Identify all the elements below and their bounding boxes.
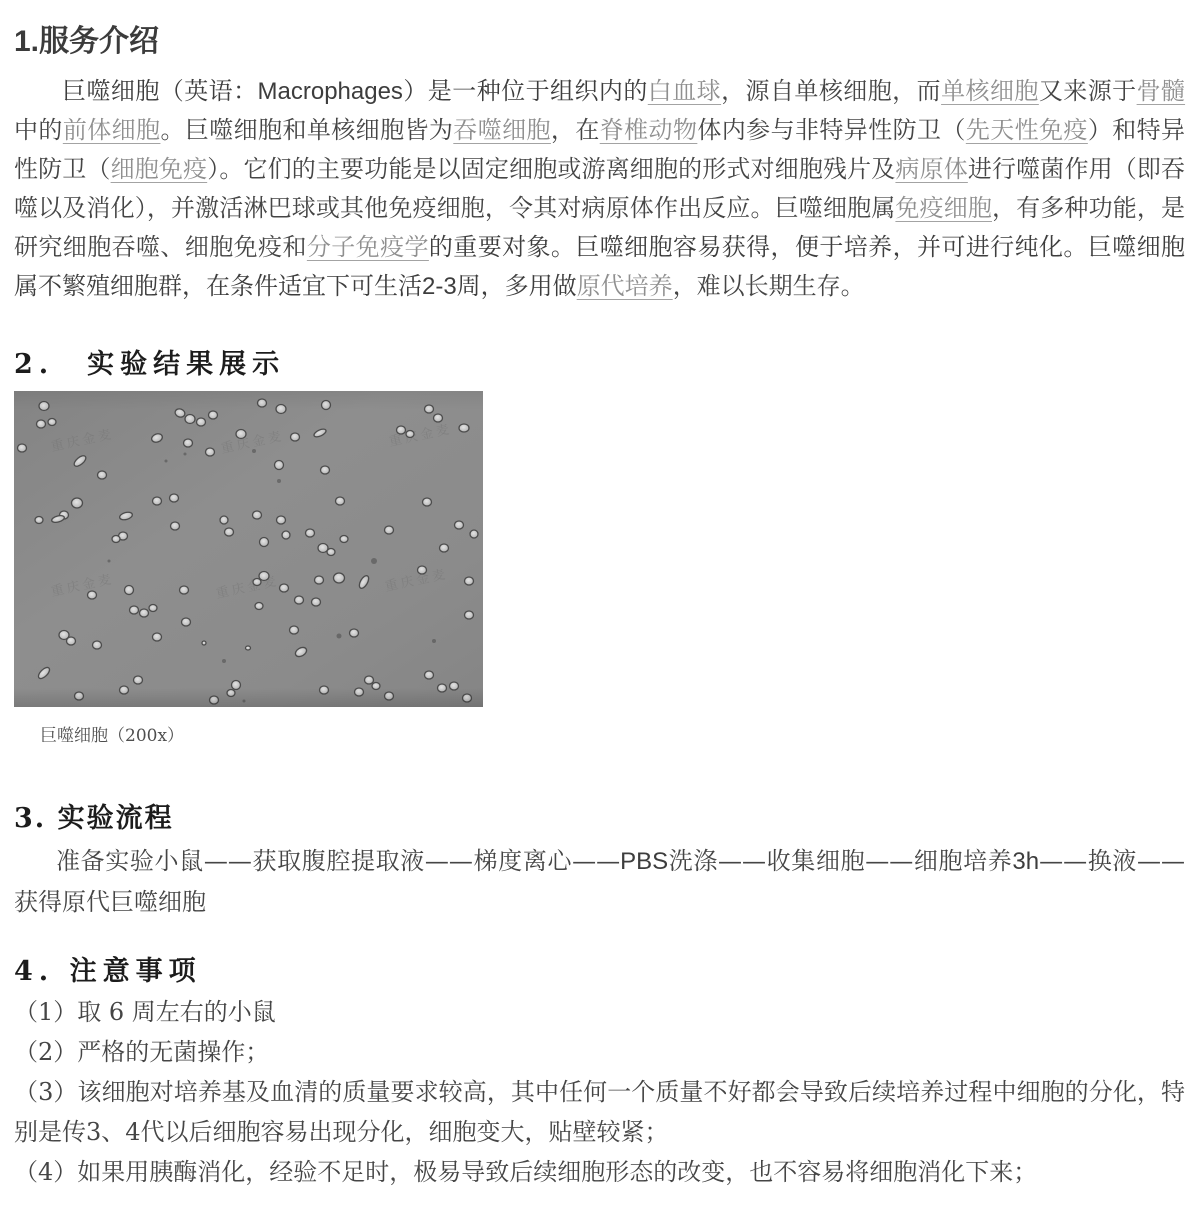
- note-item-1: （1）取 6 周左右的小鼠: [14, 998, 276, 1026]
- text-run: ，源自单核细胞，而: [721, 77, 942, 105]
- section1-heading: 1.服务介绍: [14, 25, 160, 58]
- note-item-2: （2）严格的无菌操作；: [14, 1038, 270, 1066]
- text-run: 3h: [1012, 848, 1040, 875]
- section2-heading: 2. 实验结果展示: [14, 349, 286, 380]
- text-run: 巨噬细胞（英语：Macrophages）是一种位于组织内的: [62, 78, 648, 105]
- notes-list: [14, 992, 1185, 1192]
- note-item-3: （3）该细胞对培养基及血清的质量要求较高，其中任何一个质量不好都会导致后续培养过程中细胞的分化，特别是传3、4代以后细胞容易出现分化，细胞变大，贴壁较紧；: [14, 1078, 1185, 1146]
- term-link[interactable]: 先天性免疫: [965, 116, 1088, 144]
- term-link[interactable]: 细胞免疫: [110, 155, 208, 183]
- section4-heading: 4. 注意事项: [14, 956, 202, 987]
- text-run: 洗涤——收集细胞——细胞培养: [668, 847, 1013, 875]
- text-run: ，难以长期生存。: [672, 272, 865, 300]
- term-link[interactable]: 骨髓: [1136, 77, 1186, 105]
- micrograph-caption: 巨噬细胞（200x）: [40, 726, 185, 746]
- term-link[interactable]: 单核细胞: [941, 77, 1039, 105]
- text-run: ）。它们的主要功能是以固定细胞或游离细胞的形式对细胞残片及: [207, 155, 896, 183]
- text-run: 的重要对象。巨噬细胞容易获得，便于培养，并可进行纯化。巨噬细胞属不繁殖细胞群，在条件适宜下可生活2-3周，多用做: [14, 234, 1186, 300]
- term-link[interactable]: 原代培养: [576, 272, 673, 300]
- text-run: 。巨噬细胞和单核细胞皆为: [160, 116, 454, 144]
- micrograph-svg: [14, 391, 483, 707]
- micrograph-shading: [14, 391, 483, 707]
- text-run: 准备实验小鼠——获取腹腔提取液——梯度离心——: [56, 847, 621, 875]
- flow-paragraph: [14, 841, 1185, 923]
- text-run: 体内参与非特异性防卫（: [697, 116, 966, 144]
- note-item-4: （4）如果用胰酶消化，经验不足时，极易导致后续细胞形态的改变，也不容易将细胞消化下来；: [14, 1158, 1038, 1186]
- intro-paragraph: [14, 72, 1185, 306]
- term-link[interactable]: 脊椎动物: [599, 116, 698, 144]
- term-link[interactable]: 吞噬细胞: [453, 116, 551, 144]
- text-run: 进行噬菌作用（即吞噬以及消化），并激活淋巴球或其他免疫细胞，令其对病原体作出反应。巨噬细胞属: [14, 155, 1186, 222]
- text-run: ——换液——获得原代巨噬细胞: [14, 847, 1186, 916]
- term-link[interactable]: 分子免疫学: [306, 233, 429, 261]
- micrograph-figure: [14, 391, 1185, 746]
- term-link[interactable]: 白血球: [647, 77, 722, 105]
- term-link[interactable]: 病原体: [895, 155, 968, 183]
- term-link[interactable]: 前体细胞: [62, 116, 161, 144]
- text-run: ）和特异性防卫（: [14, 116, 1186, 183]
- text-run: ，有多种功能，是研究细胞吞噬、细胞免疫和: [14, 194, 1186, 261]
- text-run: 中的: [14, 116, 63, 144]
- text-run: PBS: [620, 848, 669, 875]
- section3-heading: 3. 实验流程: [14, 803, 174, 834]
- text-run: ，在: [550, 116, 600, 144]
- text-run: 又来源于: [1038, 77, 1137, 105]
- term-link[interactable]: 免疫细胞: [895, 194, 992, 222]
